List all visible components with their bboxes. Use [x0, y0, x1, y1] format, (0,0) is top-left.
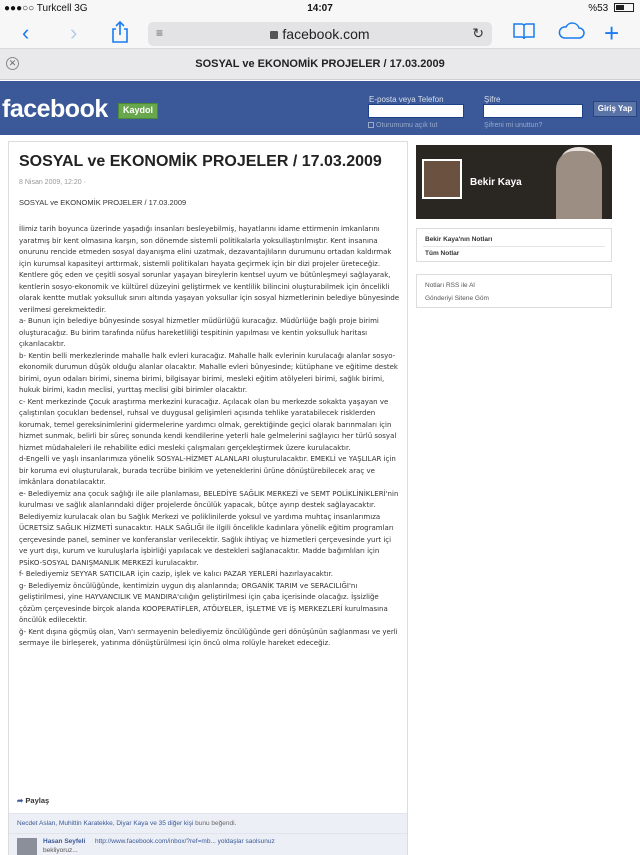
comment-text: bekliyoruz... [43, 847, 78, 854]
chevron-left-icon[interactable]: ‹ [22, 20, 30, 45]
note-paragraph: c- Kent merkezinde Çocuk araştırma merkezini kuracağız. Açılacak olan bu merkezde sokakta yaşayan ve çalıştırılan çocukları bedensel, ruhsal ve duygusal gelişimleri açısında tehlike yaratabilecek risklerden korumak, temel gereksinimlerini gidermelerine yardımcı olmak, gerektiğinde geçici olarak barınmaları için hizmet sunmak, belirli bir süreç sonunda kendi kendilerine yeterli hale gelmelerini sağlayıcı her türlü sosyal hizmet müdahaleleri ile rehabilite edici mesleki çalışmaları gerçekleştirmek üzere kurulacaktır. [19, 397, 397, 452]
browser-toolbar [0, 18, 640, 48]
address-bar[interactable] [148, 22, 492, 46]
lock-icon [270, 31, 278, 39]
avatar[interactable] [17, 838, 37, 855]
cloud-icon[interactable] [556, 20, 586, 48]
profile-name[interactable]: Bekir Kaya [470, 177, 522, 188]
carrier-signal: ●●●○○ Turkcell 3G [4, 3, 88, 14]
close-tab-icon[interactable]: ✕ [6, 57, 19, 70]
note-date[interactable]: 8 Nisan 2009, 12:20 · [19, 179, 86, 186]
note-paragraph: f- Belediyemiz SEYYAR SATICILAR için cazip, işlek ve kalıcı PAZAR YERLERİ hazırlayacaktır. [19, 570, 333, 578]
share-button[interactable]: ➦ Paylaş [17, 796, 50, 805]
note-paragraph: g- Belediyemiz öncülüğünde, kentimizin uygun dış alanlarında; ORGANİK TARIM ve SERACILIĞI'nı geliştirilmesi, yine HAYVANCILIK VE MANDIRA'cılığın geliştirilmesi için çaba içerisinde olacağız. İşsizliğe çözüm çerçevesinde birçok alanda KOOPERATİFLER, ATÖLYELER, İŞLETME VE İŞ MERKEZLERİ kurulmasına öncülük edilecektir. [19, 581, 388, 624]
checkbox[interactable] [368, 122, 374, 128]
signup-button[interactable]: Kaydol [118, 103, 158, 119]
status-bar [0, 0, 640, 18]
note-paragraph: Kentlere göç eden ve çeşitli sosyal sorunlar yaşayan bireylerin kentsel uyum ve bütünleşmeyi sağlayarak, kentlerin sosyo-ekonomik ve kültürel düzeyini geliştirmek ve kentlilik bilincini oluşturabilmek için öncelikli olarak kentte mutlak yoksulluk sınırı altında yaşayan yoksullar için sosyal hizmetlerinin belediye bünyesinde verilmesi gerekmektedir. [19, 271, 400, 314]
comment-author[interactable]: Hasan Seyfeli [43, 838, 86, 845]
note-title: SOSYAL ve EKONOMİK PROJELER / 17.03.2009 [19, 153, 382, 170]
facebook-logo[interactable]: facebook [2, 95, 108, 123]
plus-icon[interactable]: + [604, 18, 620, 48]
rss-link[interactable]: Notları RSS ile Al [425, 282, 475, 289]
note-panel [8, 141, 408, 855]
user-notes-link[interactable]: Bekir Kaya'nın Notları [425, 236, 493, 243]
battery-percent: %53 [588, 3, 609, 14]
note-paragraph: İlimiz tarih boyunca üzerinde yaşadığı insanları besleyebilmiş, hayatlarını idame ettirmenin imkanlarını yaratmış bir kent olmasına karşın, son dönemde sistemli politikalarla yoksullaştırılmıştır. Kent insanına onurunu rencide etmeden sosyal dayanışma elini uzatmak, dezavantajlıların durumunu ortadan kaldırmak için kurumsal kapasiteyi arttırmak, sistemli politikaları hayata geçirmek için bir dizi projeler üreteceğiz. [19, 225, 392, 268]
tab-title[interactable]: SOSYAL ve EKONOMİK PROJELER / 17.03.2009 [195, 58, 445, 70]
book-icon[interactable] [512, 20, 536, 48]
clock: 14:07 [307, 3, 333, 14]
likes-names[interactable]: Necdet Aslan, Muhittin Karatekke, Diyar Kaya ve 35 diğer kişi [17, 820, 194, 827]
all-notes-link[interactable]: Tüm Notlar [425, 250, 460, 257]
likes-suffix: bunu beğendi. [195, 820, 237, 827]
share-icon[interactable] [110, 20, 130, 50]
keep-logged-in[interactable]: Oturumumu açık tut [368, 122, 437, 129]
note-body [19, 224, 401, 650]
password-field[interactable] [483, 104, 583, 118]
email-label: E-posta veya Telefon [369, 95, 444, 104]
forgot-password-link[interactable]: Şifreni mi unuttun? [484, 122, 543, 129]
tab-bar [0, 48, 640, 80]
reload-icon[interactable]: ↻ [472, 25, 484, 41]
reader-icon[interactable]: ≡ [156, 26, 164, 40]
note-paragraph: d-Engelli ve yaşlı insanlarımıza yönelik SOSYAL-HİZMET ALANLARI oluşturulacaktır. EMEKLİ ve YAŞLILAR için bir koruma evi oluşturularak, burada tecrübe birikim ve yeteneklerini ürüne dönüştürebilecek araç ve imkânlara donatılacaktır. [19, 455, 396, 486]
battery-icon [614, 3, 634, 12]
comment-link[interactable]: http://www.facebook.com/inbox/?ref=mb... yoldaşlar saolsunuz [95, 838, 275, 845]
note-paragraph: a- Bunun için belediye bünyesinde sosyal hizmetler müdürlüğü kuracağız. Müdürlüğe bağlı proje birimi oluşturacağız. Bu birim tarafında nüfus hareketliliği tespitinin yapılması ve kentin yoksulluk haritası çıkarılacaktır. [19, 317, 379, 348]
note-paragraph: b- Kentin belli merkezlerinde mahalle halk evleri kuracağız. Mahalle halk evlerinin kurulacağı alanlar sosyo-ekonomik durumun düşük olduğu alanlar olacaktır. Mahalle evleri bünyesinde; kütüphane ve eğitime destek birimi, oyun odaları birimi, sinema birimi, bilgisayar birimi, mesleki eğitim atölyeleri birimi, sağlık birimi, hukuk birimi, kadın meclisi, yurttaş meclisi gibi birimler olacaktır. [19, 351, 398, 394]
share-arrow-icon: ➦ [17, 796, 24, 805]
note-paragraph: ğ- Kent dışına göçmüş olan, Van'ı sermayenin belediyemiz öncülüğünde geri dönüşünün sağlanması ve yerli sermaye ile birleşerek, yatırıma dönüştürülmesi için öncü olma rolüyle hareket edeceğiz. [19, 627, 398, 647]
notes-links-box [416, 228, 612, 262]
avatar[interactable] [422, 159, 462, 199]
password-label: Şifre [484, 95, 501, 104]
note-subtitle: SOSYAL ve EKONOMİK PROJELER / 17.03.2009 [19, 198, 187, 207]
likes-bar [9, 813, 407, 833]
url-text: facebook.com [282, 26, 370, 42]
email-field[interactable] [368, 104, 464, 118]
profile-cover[interactable] [416, 145, 612, 219]
chevron-right-icon[interactable]: › [70, 20, 78, 45]
note-paragraph: e- Belediyemiz ana çocuk sağlığı ile aile planlaması, BELEDİYE SAĞLIK MERKEZİ ve SEMT POLİKLİNİKLERİ'nin kurulması ve sağlık alanlarındaki diğer projelerde öncülük yapacak, bütçe ayırıp destek sağlayacaktır. Belediyemiz kurulacak olan bu Sağlık Merkezi ve poliklinilerde yoksul ve yardıma muhtaç insanlarımıza ÜCRETSİZ SAĞLIK HİZMETİ sunacaktır. HALK SAĞLIĞI ile ilgili öncelikle kadınlara yönelik eğitim programları çerçevesinde panel, seminer ve konferanslar verilecektir. Sağlık ihtiyaç ve hizmetleri çerçevesinde yurt içi ve yurt dışı, kurum ve kuruluşlarla işbirliği yapılacak ve destekleri sağlanacaktır. Madde bağımlıları için PSİKO-SOSYAL DANIŞMANLIK MERKEZİ kurulacaktır. [19, 489, 399, 567]
battery-indicator [588, 3, 634, 14]
cover-figure [556, 151, 602, 219]
comment-item [9, 833, 407, 855]
notes-tools-box [416, 274, 612, 308]
login-button[interactable]: Giriş Yap [593, 101, 637, 117]
embed-link[interactable]: Gönderiyi Sitene Göm [425, 295, 489, 302]
